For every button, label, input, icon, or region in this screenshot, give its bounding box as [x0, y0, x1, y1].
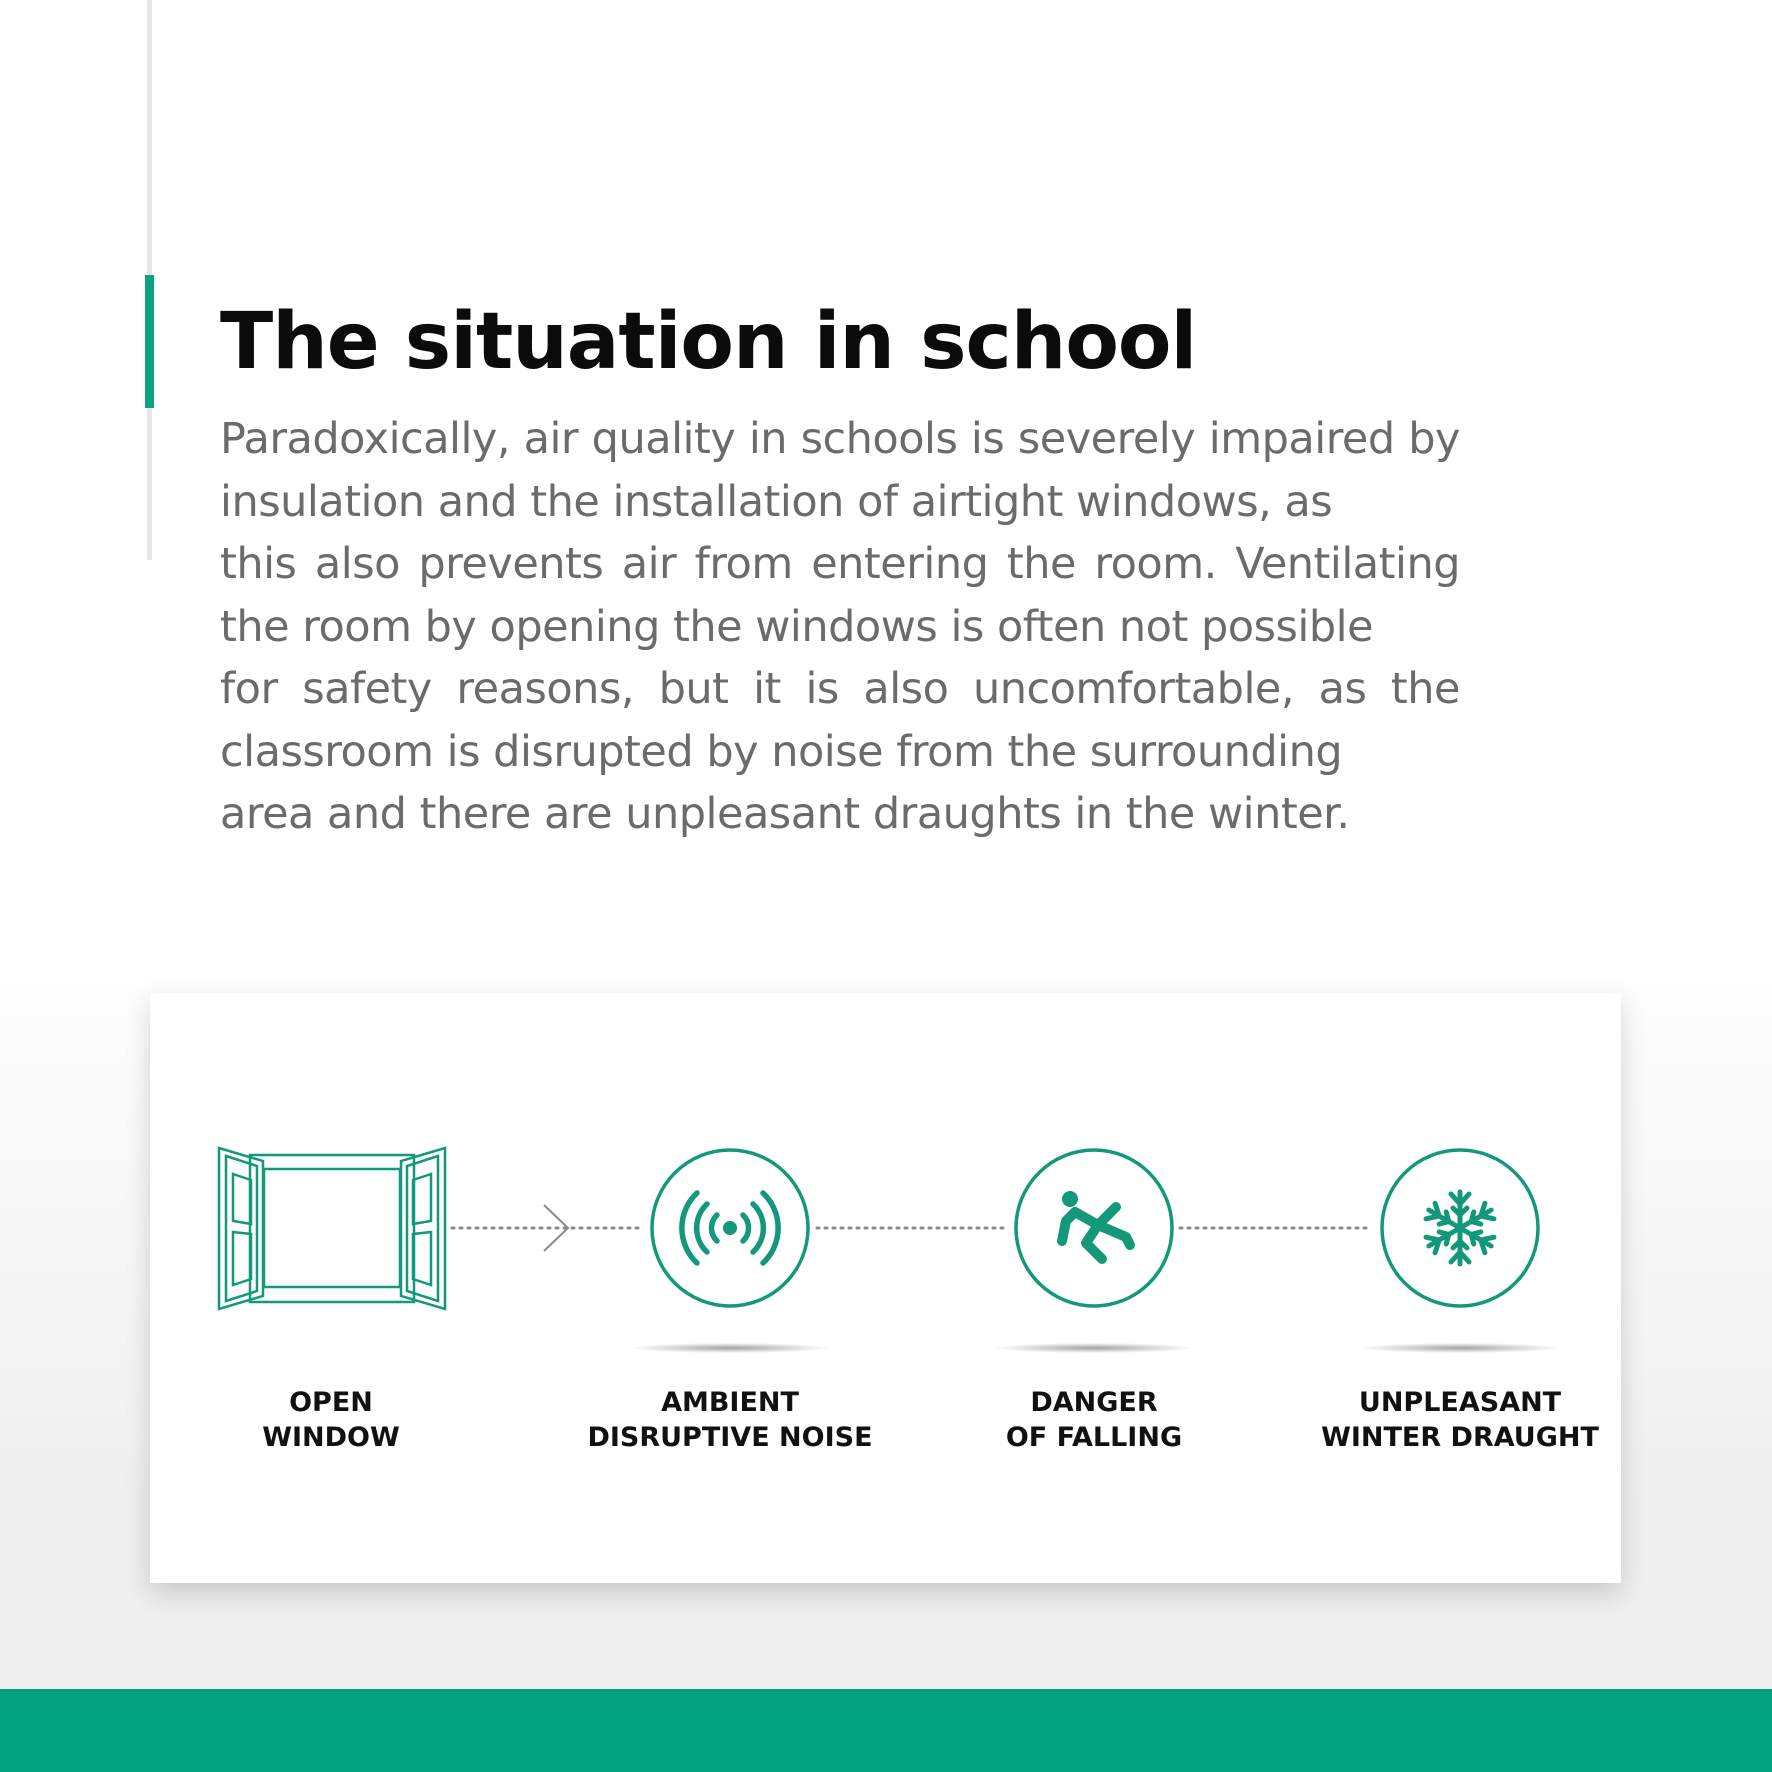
label-line: UNPLEASANT: [1358, 1387, 1562, 1418]
page-title: The situation in school: [220, 297, 1197, 387]
paragraph-line: insulation and the installation of airtight windows, as: [220, 476, 1333, 527]
label-line: WINTER DRAUGHT: [1321, 1422, 1599, 1453]
label-winter-draught: [1310, 1385, 1610, 1455]
snowflake-icon: [1382, 1150, 1538, 1306]
consequence-diagram: [150, 993, 1621, 1583]
intro-paragraph: [220, 408, 1460, 846]
falling-person-icon: [1016, 1150, 1172, 1306]
label-line: OPEN: [289, 1387, 373, 1418]
label-ambient-noise: [580, 1385, 880, 1455]
falling-icon-shadow: [994, 1343, 1194, 1353]
label-danger-falling: [944, 1385, 1244, 1455]
label-line: OF FALLING: [1005, 1422, 1183, 1453]
label-line: DISRUPTIVE NOISE: [587, 1422, 873, 1453]
open-window-icon: [219, 1148, 445, 1309]
heading-accent-bar: [145, 275, 154, 408]
paragraph-line: area and there are unpleasant draughts in the winter.: [220, 789, 1350, 839]
label-line: DANGER: [1030, 1387, 1158, 1418]
paragraph-line: Paradoxically, air quality in schools is severely impaired by: [220, 414, 1460, 464]
label-line: WINDOW: [262, 1422, 400, 1453]
diagram-card: [150, 993, 1621, 1583]
paragraph-line: this also prevents air from entering the room. Ventilating: [220, 539, 1460, 589]
sound-waves-icon: [652, 1150, 808, 1306]
label-open-window: [181, 1385, 481, 1455]
snowflake-icon-shadow: [1360, 1343, 1560, 1353]
footer-bar: [0, 1689, 1772, 1772]
label-line: AMBIENT: [661, 1387, 799, 1418]
connector-window-to-noise: [452, 1205, 643, 1251]
paragraph-line: for safety reasons, but it is also uncomfortable, as the: [220, 664, 1460, 714]
paragraph-line: the room by opening the windows is often not possible: [220, 601, 1374, 652]
paragraph-line: classroom is disrupted by noise from the surrounding: [220, 726, 1343, 777]
noise-icon-shadow: [630, 1343, 830, 1353]
